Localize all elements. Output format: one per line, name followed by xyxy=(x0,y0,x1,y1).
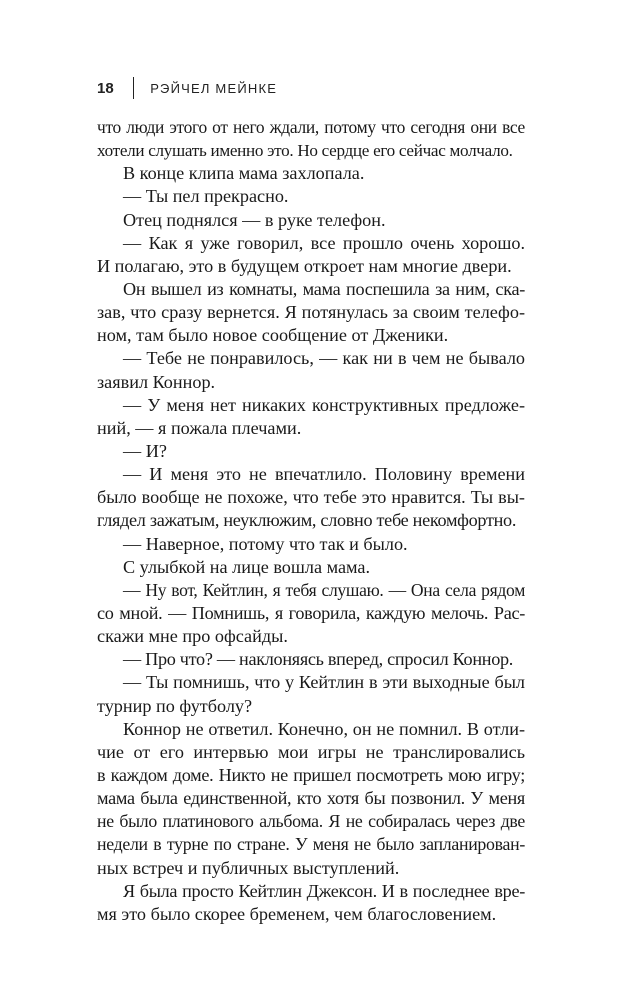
running-head xyxy=(97,74,277,102)
text-line: заявил Коннор. xyxy=(97,371,216,392)
text-line: — Про что? — наклоняясь вперед, спросил Коннор. xyxy=(123,649,514,670)
text-line: хотели слушать именно это. Но сердце его сейчас молчало. xyxy=(97,141,513,161)
text-line: — И? xyxy=(123,440,167,461)
text-line: мя это было скорее бременем, чем благословением. xyxy=(97,903,497,924)
text-line: турнир по футболу? xyxy=(97,695,253,716)
text-line: — Ты помнишь, что у Кейтлин в эти выходные был xyxy=(123,672,525,693)
text-line: — Наверное, потому что так и было. xyxy=(123,533,408,554)
text-line: — У меня нет никаких конструктивных предложе- xyxy=(123,394,525,415)
text-line: зав, что сразу вернется. Я потянулась за своим телефо- xyxy=(97,302,525,323)
text-line: ний, — я пожала плечами. xyxy=(97,417,302,438)
text-line: чие от его интервью мои игры не транслировались xyxy=(97,741,525,762)
text-line: — Ну вот, Кейтлин, я тебя слушаю. — Она села рядом xyxy=(123,579,525,600)
text-line: не было платинового альбома. Я не собиралась через две xyxy=(97,811,525,832)
text-line: скажи мне про офсайды. xyxy=(97,626,288,647)
text-line: Я была просто Кейтлин Джексон. И в последнее вре- xyxy=(123,880,525,901)
text-line: недели в турне по стране. У меня не было запланирован- xyxy=(97,834,525,855)
header-divider xyxy=(133,77,135,99)
text-line: С улыбкой на лице вошла мама. xyxy=(123,556,371,577)
author-name: РЭЙЧЕЛ МЕЙНКЕ xyxy=(150,80,278,96)
text-line: — Ты пел прекрасно. xyxy=(123,186,289,207)
text-line: — Как я уже говорил, все прошло очень хорошо. xyxy=(123,232,525,253)
text-line: что люди этого от него ждали, потому что сегодня они все xyxy=(97,117,525,137)
text-line: глядел зажатым, неуклюжим, словно тебе некомфортно. xyxy=(97,510,517,531)
text-line: — Тебе не понравилось, — как ни в чем не бывало xyxy=(123,348,525,369)
page-number: 18 xyxy=(97,79,114,97)
text-line: В конце клипа мама захлопала. xyxy=(123,163,365,184)
text-line: Отец поднялся — в руке телефон. xyxy=(123,209,386,230)
text-line: — И меня это не впечатлило. Половину времени xyxy=(123,464,525,485)
text-line: мама была единственной, кто хотя бы позвонил. У меня xyxy=(97,788,525,809)
text-line: ных встреч и публичных выступлений. xyxy=(97,857,400,878)
text-line: ном, там было новое сообщение от Дженики. xyxy=(97,325,449,346)
text-line: в каждом доме. Никто не пришел посмотреть мою игру; xyxy=(97,764,525,785)
text-line: Коннор не ответил. Конечно, он не помнил. В отли- xyxy=(123,718,525,739)
body-text xyxy=(97,116,525,926)
text-line: было вообще не похоже, что тебе это нравится. Ты вы- xyxy=(97,487,525,508)
text-line: со мной. — Помнишь, я говорила, каждую мелочь. Рас- xyxy=(97,602,525,623)
text-line: И полагаю, это в будущем откроет нам многие двери. xyxy=(97,255,512,276)
text-line: Он вышел из комнаты, мама поспешила за ним, ска- xyxy=(123,278,525,299)
